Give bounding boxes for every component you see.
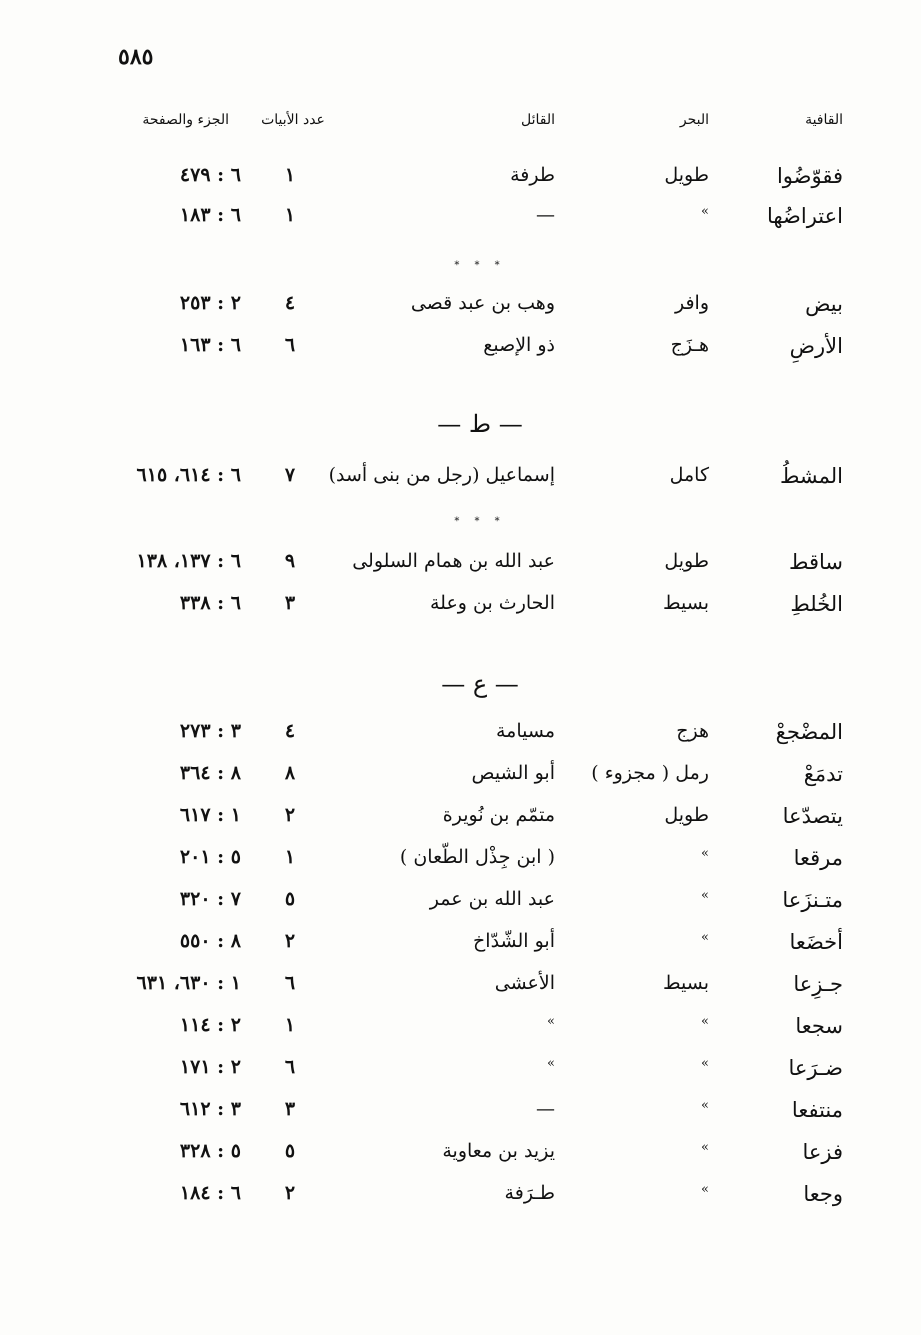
qail-cell: طـرَفة — [504, 1182, 555, 1204]
qail-cell: — — [536, 204, 555, 226]
table-row — [0, 968, 921, 1008]
qafiya-cell: ساقط — [789, 550, 843, 574]
bahr-cell: هزج — [676, 720, 709, 742]
table-row — [0, 200, 921, 240]
qail-cell: عبد الله بن عمر — [429, 888, 555, 910]
bahr-cell: » — [701, 1098, 709, 1113]
ref-cell: ٦ : ٤٧٩ — [179, 164, 241, 186]
qail-cell: إسماعيل (رجل من بنى أسد) — [328, 464, 555, 486]
table-row — [0, 588, 921, 628]
qafiya-cell: متـنزَعا — [782, 888, 843, 912]
bahr-cell: طويل — [664, 804, 709, 826]
bahr-cell: طويل — [664, 550, 709, 572]
bahr-cell: بسيط — [662, 972, 709, 994]
bahr-cell: » — [701, 930, 709, 945]
ref-cell: ٢ : ١٧١ — [179, 1056, 241, 1078]
ref-cell: ٢ : ١١٤ — [179, 1014, 241, 1036]
qail-cell: — — [536, 1098, 555, 1120]
bahr-cell: كامل — [669, 464, 709, 486]
bahr-cell: » — [701, 888, 709, 903]
count-cell: ٤ — [284, 292, 296, 314]
bahr-cell: » — [701, 1056, 709, 1071]
ref-cell: ٦ : ٦١٤، ٦١٥ — [136, 464, 241, 486]
qafiya-cell: سجعا — [795, 1014, 843, 1038]
bahr-cell: » — [701, 1014, 709, 1029]
qail-cell: أبو الشيص — [471, 762, 555, 784]
ref-cell: ٦ : ١٣٧، ١٣٨ — [136, 550, 241, 572]
qafiya-cell: المشطُ — [779, 464, 843, 488]
separator-stars: * * * — [454, 516, 506, 527]
table-row — [0, 1052, 921, 1092]
qafiya-cell: ضـرَعا — [788, 1056, 843, 1080]
count-cell: ١ — [284, 204, 296, 226]
qafiya-cell: فقوّضُوا — [776, 164, 843, 188]
table-row — [0, 160, 921, 200]
ref-cell: ٦ : ١٨٤ — [179, 1182, 241, 1204]
table-row — [0, 716, 921, 756]
ref-cell: ٦ : ٣٣٨ — [179, 592, 241, 614]
bahr-cell: » — [701, 846, 709, 861]
table-row — [0, 460, 921, 500]
qafiya-cell: منتفعا — [791, 1098, 843, 1122]
qafiya-cell: تدمَعْ — [803, 762, 843, 786]
count-cell: ٦ — [284, 1056, 296, 1078]
count-cell: ٩ — [284, 550, 296, 572]
table-row — [0, 546, 921, 586]
ref-cell: ٥ : ٢٠١ — [179, 846, 241, 868]
qail-cell: مسيامة — [495, 720, 555, 742]
count-cell: ٣ — [284, 1098, 296, 1120]
ref-cell: ٦ : ١٦٣ — [179, 334, 241, 356]
qafiya-cell: جـزِعا — [793, 972, 843, 996]
table-header — [0, 112, 921, 152]
table-row — [0, 330, 921, 370]
bahr-cell: هـزَج — [670, 334, 709, 356]
section-heading-ain: — ع — — [441, 670, 519, 698]
count-cell: ٢ — [284, 804, 296, 826]
qail-cell: يزيد بن معاوية — [442, 1140, 555, 1162]
table-row — [0, 758, 921, 798]
qail-cell: وهب بن عبد قصى — [410, 292, 555, 314]
qail-cell: متمّم بن نُويرة — [442, 804, 555, 826]
ref-cell: ٨ : ٥٥٠ — [179, 930, 241, 952]
ref-cell: ١ : ٦١٧ — [179, 804, 241, 826]
count-cell: ٥ — [284, 1140, 296, 1162]
separator-stars: * * * — [454, 260, 506, 271]
table-row — [0, 288, 921, 328]
count-cell: ١ — [284, 1014, 296, 1036]
bahr-cell: » — [701, 1140, 709, 1155]
qafiya-cell: أخضَعا — [789, 930, 843, 954]
table-row — [0, 1136, 921, 1176]
qail-cell: عبد الله بن همام السلولى — [352, 550, 555, 572]
qail-cell: الأعشى — [494, 972, 555, 994]
qafiya-cell: الخُلطِ — [790, 592, 843, 616]
header-ref: الجزء والصفحة — [142, 112, 229, 128]
qafiya-cell: المضْجعْ — [775, 720, 843, 744]
table-row — [0, 1010, 921, 1050]
table-row — [0, 926, 921, 966]
count-cell: ٥ — [284, 888, 296, 910]
table-row — [0, 1094, 921, 1134]
count-cell: ٢ — [284, 1182, 296, 1204]
header-bahr: البحر — [679, 112, 709, 128]
bahr-cell: » — [701, 1182, 709, 1197]
qail-cell: أبو الشّدّاخ — [473, 930, 555, 952]
table-row — [0, 800, 921, 840]
section-heading-ta: — ط — — [437, 410, 523, 438]
qail-cell: » — [547, 1014, 555, 1029]
count-cell: ٦ — [284, 334, 296, 356]
count-cell: ٣ — [284, 592, 296, 614]
table-row — [0, 884, 921, 924]
ref-cell: ٢ : ٢٥٣ — [179, 292, 241, 314]
ref-cell: ٧ : ٣٢٠ — [179, 888, 241, 910]
table-row — [0, 1178, 921, 1218]
count-cell: ٨ — [284, 762, 296, 784]
bahr-cell: طويل — [664, 164, 709, 186]
count-cell: ٢ — [284, 930, 296, 952]
header-qail: القائل — [520, 112, 555, 128]
table-row — [0, 842, 921, 882]
qafiya-cell: الأرضِ — [789, 334, 843, 358]
qafiya-cell: فزعا — [802, 1140, 843, 1164]
qail-cell: ذو الإصبع — [483, 334, 555, 356]
header-count: عدد الأبيات — [261, 112, 325, 128]
ref-cell: ٨ : ٣٦٤ — [179, 762, 241, 784]
count-cell: ١ — [284, 846, 296, 868]
page-number: ٥٨٥ — [118, 44, 154, 70]
ref-cell: ٣ : ٦١٢ — [179, 1098, 241, 1120]
count-cell: ٤ — [284, 720, 296, 742]
count-cell: ٧ — [284, 464, 296, 486]
qafiya-cell: وجعا — [803, 1182, 843, 1206]
bahr-cell: » — [701, 204, 709, 219]
ref-cell: ٥ : ٣٢٨ — [179, 1140, 241, 1162]
qafiya-cell: بيض — [805, 292, 843, 316]
qail-cell: طرفة — [510, 164, 555, 186]
bahr-cell: وافر — [674, 292, 709, 314]
bahr-cell: رمل ( مجزوء ) — [591, 762, 709, 784]
header-qafiya: القافية — [805, 112, 843, 128]
qail-cell: » — [547, 1056, 555, 1071]
ref-cell: ٦ : ١٨٣ — [179, 204, 241, 226]
qafiya-cell: يتصدّعا — [782, 804, 843, 828]
ref-cell: ٣ : ٢٧٣ — [179, 720, 241, 742]
bahr-cell: بسيط — [662, 592, 709, 614]
qafiya-cell: اعتراضُها — [766, 204, 843, 228]
count-cell: ١ — [284, 164, 296, 186]
ref-cell: ١ : ٦٣٠، ٦٣١ — [136, 972, 241, 994]
qail-cell: ( ابن جِذْل الطّعان ) — [399, 846, 555, 868]
qafiya-cell: مرقعا — [793, 846, 843, 870]
qail-cell: الحارث بن وعلة — [429, 592, 555, 614]
count-cell: ٦ — [284, 972, 296, 994]
